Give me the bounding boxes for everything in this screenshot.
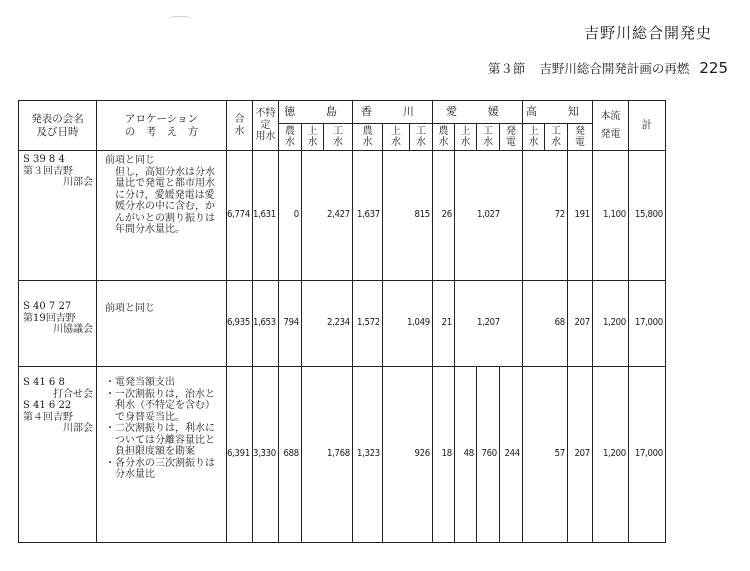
- sub-koc-ind: 工 水: [544, 124, 567, 151]
- cell-unspecified: 3,330: [252, 367, 278, 543]
- cell-total: 15,800: [628, 151, 665, 281]
- sub-koc-water: 上 水: [522, 124, 544, 151]
- row-date: S 40 7 27 第19回吉野 川協議会: [19, 281, 97, 367]
- cell-tok-agri: 688: [278, 367, 301, 543]
- cell-ehi-rest: 1,027: [454, 151, 522, 281]
- cell-koc-water-ind: 57: [522, 367, 567, 543]
- section-header: [488, 59, 728, 77]
- cell-tok-water-ind: 2,234: [301, 281, 352, 367]
- cell-koc-power: 207: [567, 367, 592, 543]
- header-tokushima: 徳 島: [278, 101, 352, 124]
- cell-ehi-water: 48: [454, 367, 476, 543]
- row-allocation: ・電発当額支出 ・一次割振りは，治水と利水（不特定を含む）で身替妥当比。 ・二次割振りは，利水については分離容量比と負担限度額を勘案 ・各分水の三次割振りは分水量比: [97, 367, 227, 543]
- cell-tok-water-ind: 1,768: [301, 367, 352, 543]
- header-river: 合 水: [227, 101, 253, 151]
- row-date: S 39 8 4 第３回吉野 川部会: [19, 151, 97, 281]
- cell-river: 6,391: [227, 367, 253, 543]
- cell-tok-agri: 0: [278, 151, 301, 281]
- header-row-1: [19, 101, 666, 124]
- header-honcho: 本流 発電: [592, 101, 628, 151]
- cell-koc-water-ind: 68: [522, 281, 567, 367]
- header-ehime: 愛 媛: [432, 101, 522, 124]
- sub-kag-water: 上 水: [382, 124, 409, 151]
- cell-tok-agri: 794: [278, 281, 301, 367]
- sub-ehi-agri: 農 水: [432, 124, 454, 151]
- cell-honcho: 1,100: [592, 151, 628, 281]
- cell-kag-agri: 1,637: [352, 151, 382, 281]
- section-title: 吉野川総合開発計画の再燃: [539, 61, 690, 76]
- table-row: [19, 151, 666, 281]
- cell-koc-power: 191: [567, 151, 592, 281]
- header-kagawa: 香 川: [352, 101, 432, 124]
- header-allocation: アロケーション の 考 え 方: [97, 101, 227, 151]
- cell-koc-water-ind: 72: [522, 151, 567, 281]
- cell-honcho: 1,200: [592, 281, 628, 367]
- row-allocation: 前項と同じ: [97, 281, 227, 367]
- cell-ehi-power: 244: [499, 367, 522, 543]
- running-head: 吉野川総合開発史: [583, 24, 712, 42]
- header-kochi: 高 知: [522, 101, 592, 124]
- cell-unspecified: 1,653: [252, 281, 278, 367]
- cell-koc-power: 207: [567, 281, 592, 367]
- header-date: 発表の会名 及び日時: [19, 101, 97, 151]
- cell-total: 17,000: [628, 281, 665, 367]
- header-total: 計: [628, 101, 665, 151]
- cell-ehi-agri: 21: [432, 281, 454, 367]
- cell-ehi-agri: 18: [432, 367, 454, 543]
- cell-kag-agri: 1,572: [352, 281, 382, 367]
- header-unspecified: 不特 定 用水: [252, 101, 278, 151]
- section-label: 第３節: [487, 61, 526, 76]
- sub-tok-ind: 工 水: [323, 124, 352, 151]
- cell-kag-water-ind: 926: [382, 367, 432, 543]
- sub-koc-power: 発 電: [567, 124, 592, 151]
- cell-kag-water-ind: 1,049: [382, 281, 432, 367]
- cell-kag-water-ind: 815: [382, 151, 432, 281]
- allocation-table: [18, 100, 666, 543]
- cell-ehi-rest: 1,207: [454, 281, 522, 367]
- row-allocation: 前項と同じ 但し，高知分水は分水量比で発電と都市用水に分け，愛媛発電は愛媛分水の中に含む，かんがいとの割り振りは年間分水量比。: [97, 151, 227, 281]
- cell-total: 17,000: [628, 367, 665, 543]
- sub-kag-ind: 工 水: [409, 124, 432, 151]
- cell-river: 6,935: [227, 281, 253, 367]
- cell-unspecified: 1,631: [252, 151, 278, 281]
- sub-tok-agri: 農 水: [278, 124, 301, 151]
- table-row: [19, 281, 666, 367]
- page-number: 225: [699, 59, 728, 77]
- cell-honcho: 1,200: [592, 367, 628, 543]
- sub-kag-agri: 農 水: [352, 124, 382, 151]
- cell-river: 6,774: [227, 151, 253, 281]
- row-date: S 41 6 8 打合せ会 S 41 6 22 第４回吉野 川部会: [19, 367, 97, 543]
- sub-ehi-ind: 工 水: [476, 124, 499, 151]
- sub-ehi-water: 上 水: [454, 124, 476, 151]
- cell-tok-water-ind: 2,427: [301, 151, 352, 281]
- scan-smudge: [168, 16, 192, 22]
- sub-ehi-power: 発 電: [499, 124, 522, 151]
- table-row: [19, 367, 666, 543]
- sub-tok-water: 上 水: [301, 124, 323, 151]
- cell-kag-agri: 1,323: [352, 367, 382, 543]
- cell-ehi-ind: 760: [476, 367, 499, 543]
- cell-ehi-agri: 26: [432, 151, 454, 281]
